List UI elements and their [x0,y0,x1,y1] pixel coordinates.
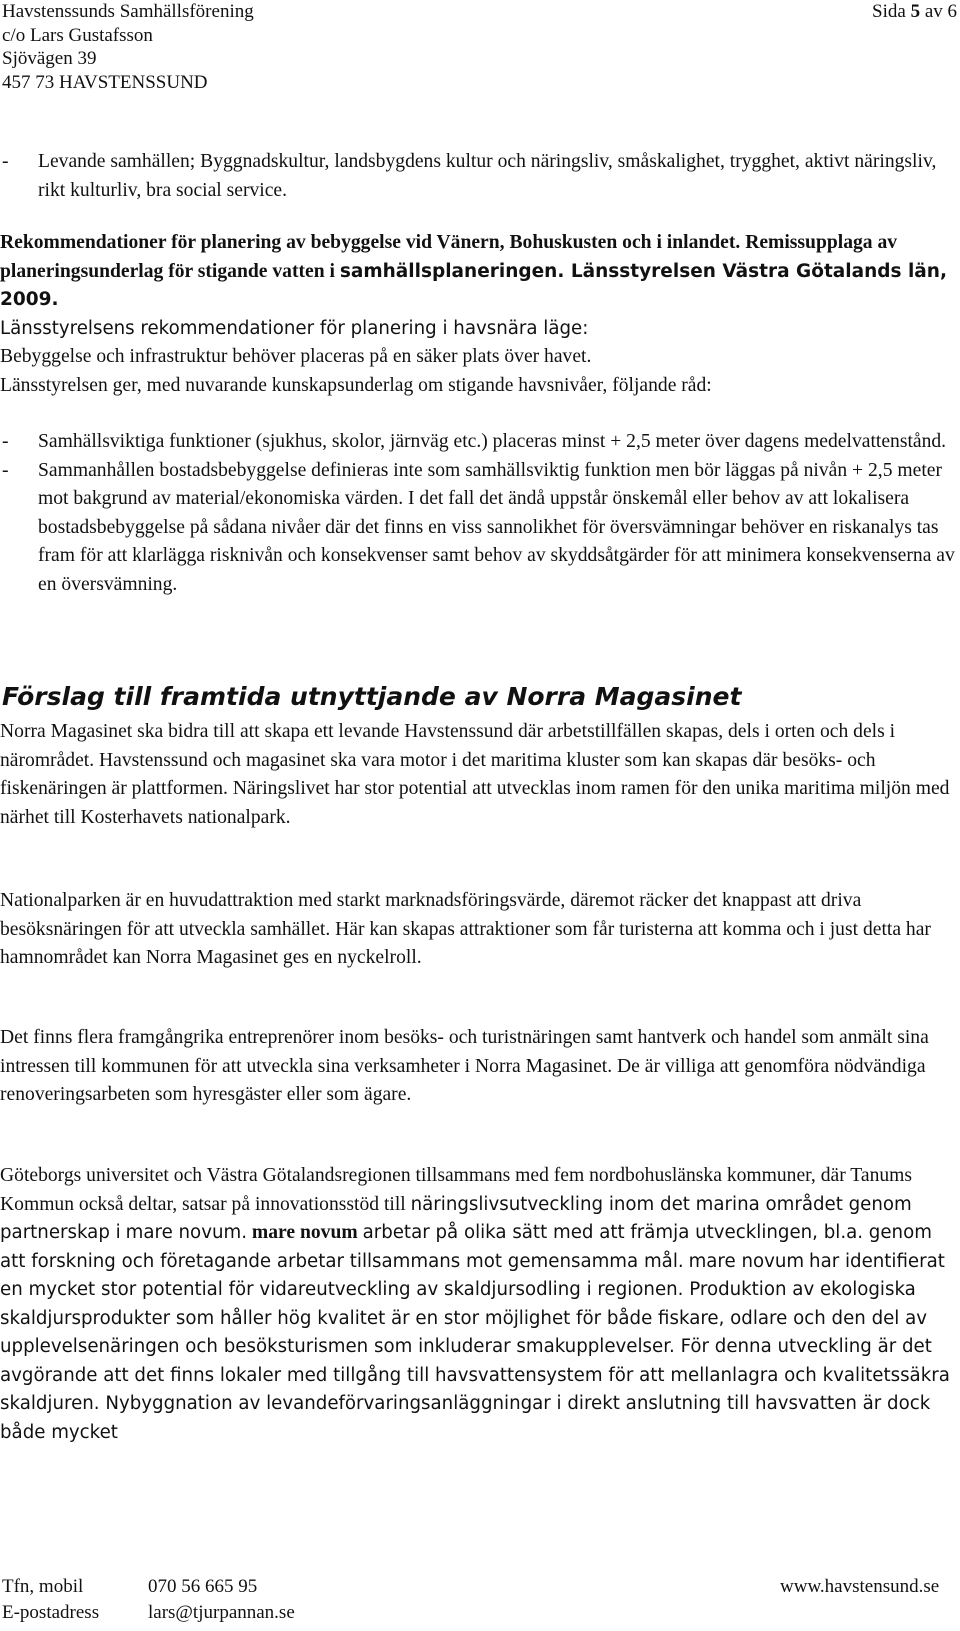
street-address: Sjövägen 39 [2,48,97,69]
page-prefix: Sida [872,1,906,22]
recommendation-line: Länsstyrelsen ger, med nuvarande kunskapsunderlag om stigande havsnivåer, följande råd: [0,374,712,396]
list-item [0,428,958,457]
paragraph-text: näringslivsutveckling inom det marina området genom partnerskap i [0,1193,912,1243]
brand-name-bold: mare novum [251,1222,358,1243]
email-label: E-postadress [2,1602,100,1623]
section-paragraph: Nationalparken är en huvudattraktion med starkt marknadsföringsvärde, däremot räcker det knappast att driva besöksnäringen för att utveckla samhället. Här kan skapas attraktioner som får turisterna att komma och i just detta har hamnområdet kan Norra Magasinet ges en nyckelroll. [0,890,931,968]
reference-citation [0,229,958,315]
bullet-text: Samhällsviktiga funktioner (sjukhus, skolor, järnväg etc.) placeras minst + 2,5 meter över dagens medelvattenstånd. [38,431,947,452]
page-suffix: av 6 [924,1,957,22]
paragraph-text: arbetar på olika sätt med att främja utvecklingen, bl.a. genom att forskning och företagande arbetar tillsammans mot gemensamma mål. [0,1222,932,1272]
intro-bullet [0,148,958,205]
reference-title: Rekommendationer för planering av bebyggelse vid Vänern, Bohuskusten och i inlandet. Remissupplaga av planeringsunderlag för stigande vatten i [0,232,898,282]
email-address[interactable]: lars@tjurpannan.se [148,1602,295,1623]
list-item [0,148,958,205]
website-link[interactable]: www.havstensund.se [780,1576,940,1597]
bullet-dash: - [2,151,9,172]
section-paragraph: Norra Magasinet ska bidra till att skapa ett levande Havstenssund där arbetstillfällen skapas, dels i orten och dels i närområdet. Havstenssund och magasinet ska vara motor i det maritima kluster som kan skapas där besöks- och fiskenäringen är plattformen. Näringslivet har stor potential att utvecklas inom ramen för den unika maritima miljön med närhet till Kosterhavets nationalpark. [0,721,950,828]
bullet-dash: - [2,459,9,481]
postal-address: 457 73 HAVSTENSSUND [2,71,208,93]
paragraph-text: har identifierat en mycket stor potential för vidareutveckling av skaldjursodling i regionen. Produktion av ekologiska skaldjursprodukter som håller hög kvalitet är en stor möjlighet för både fiskare, odlare och den del av upplevelsenäringen och besöksturismen som inkluderar smakupplevelser. För denna utveckling är det avgörande att det finns lokaler med tillgång till havsvattensystem för att mellanlagra och kvalitetssäkra skaldjuren. Nybyggnation av levandeförvaringsanläggningar i direkt anslutning till havsvatten är dock både mycket [0,1250,950,1443]
reference-source: samhällsplaneringen. Länsstyrelsen Västra Götalands län, 2009. [0,260,947,310]
page-number [872,0,957,24]
organization-name: Havstenssunds Samhällsförening [2,1,254,22]
section-paragraph-innovation [0,1162,958,1447]
bullet-dash: - [2,431,9,452]
letterhead [2,0,254,94]
recommendation-line: Bebyggelse och infrastruktur behöver placeras på en säker plats över havet. [0,346,592,367]
section-paragraph: Det finns flera framgångrika entreprenörer inom besöks- och turistnäringen samt hantverk och handel som anmält sina intressen till kommunen för att utveckla sina verksamheter i Norra Magasinet. De är villiga att genomföra nödvändiga renoveringsarbeten som hyresgäster eller som ägare. [0,1027,929,1105]
recommendation-body [0,343,958,400]
brand-name: mare novum. [125,1222,247,1243]
page-current: 5 [910,1,921,22]
list-item [0,457,958,600]
advice-list [0,428,958,599]
care-of-line: c/o Lars Gustafsson [2,24,153,46]
brand-name: mare novum [688,1250,805,1272]
phone-number: 070 56 665 95 [148,1576,258,1597]
bullet-text: Levande samhällen; Byggnadskultur, landsbygdens kultur och näringsliv, småskalighet, trygghet, aktivt näringsliv, rikt kulturliv, bra social service. [38,151,937,201]
paragraph-text: Göteborgs universitet och Västra Götalandsregionen tillsammans med fem nordbohuslänska kommuner, där Tanums Kommun också deltar, satsar på innovationsstöd till [0,1165,913,1215]
bullet-text: Sammanhållen bostadsbebyggelse definieras inte som samhällsviktig funktion men bör läggas på nivån + 2,5 meter mot bakgrund av material/ekonomiska värden. I det fall det ändå uppstår önskemål eller behov av att lokalisera bostadsbebyggelse på sådana nivåer där det finns en viss sannolikhet för översvämningar behöver en riskanalys tas fram för att klarlägga risknivån och konsekvenser samt behov av skyddsåtgärder för att minimera konsekvenserna av en översvämning. [38,459,955,595]
section-heading: Förslag till framtida utnyttjande av Norra Magasinet [2,682,742,711]
recommendation-block [0,315,958,344]
phone-label: Tfn, mobil [2,1576,84,1597]
recommendation-intro: Länsstyrelsens rekommendationer för planering i havsnära läge: [0,318,589,339]
